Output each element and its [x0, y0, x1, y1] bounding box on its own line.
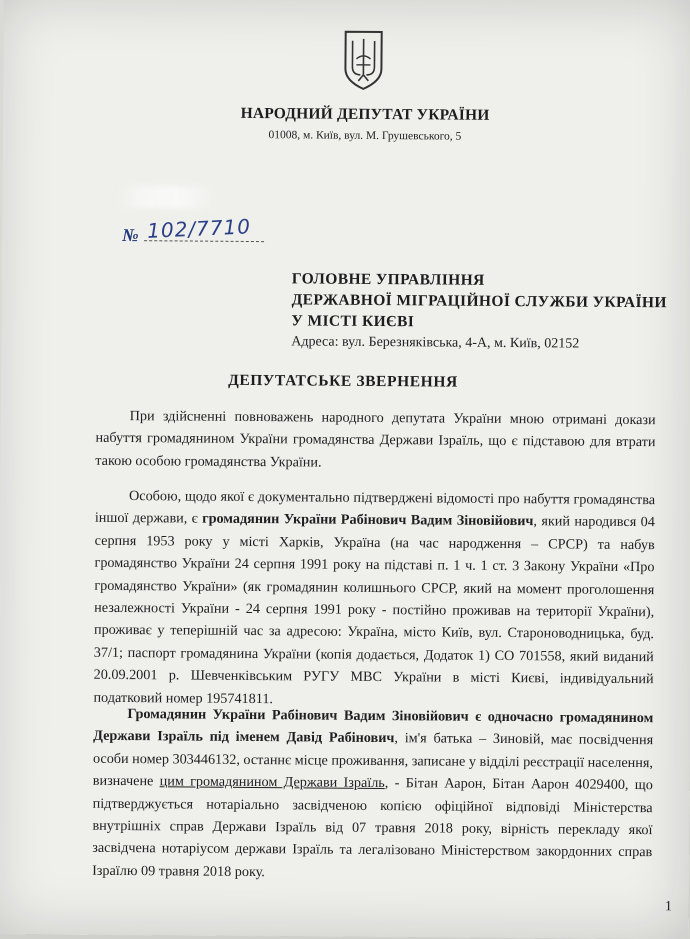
paragraph-1	[95, 405, 656, 477]
recipient-line-2: ДЕРЖАВНОЇ МІГРАЦІЙНОЇ СЛУЖБИ УКРАЇНИ	[291, 291, 667, 312]
paragraph-2	[93, 485, 655, 713]
page-number: 1	[664, 899, 672, 915]
outgoing-number-prefix: №	[122, 224, 139, 246]
outgoing-number: 102/7710	[146, 214, 252, 243]
paragraph-2-rest: , який народився 04 серпня 1953 року у місті Харків, Україна (на час народження – СРСР) та набув громадянство України 24 серпня 1991 року на підставі п. 1 ч. 1 ст. 3 Закону України «Про громадянство України» (як громадянин колишнього СРСР, який на момент проголошення незалежності України - 24 серпня 1991 року - постійно проживав на території України), проживає у теперішній час за адресою: Україна, місто Київ, вул. Староноводницька, буд. 37/1; паспорт громадянина України (копія додається, Додаток 1) СО 701558, який виданий 20.09.2001 р. Шевченківським РУГУ МВС України в місті Києві, індивідуальний податковий номер 195741811.	[93, 513, 655, 707]
paragraph-3	[92, 703, 653, 887]
paragraph-2-intro: Особою, щодо якої є документально підтверджені відомості про набуття громадянства іншої держави, є	[94, 488, 656, 528]
document-title: ДЕПУТАТСЬКЕ ЗВЕРНЕННЯ	[228, 371, 458, 391]
sender-title: НАРОДНИЙ ДЕПУТАТ УКРАЇНИ	[240, 104, 490, 124]
recipient-line-1: ГОЛОВНЕ УПРАВЛІННЯ	[291, 270, 485, 289]
redacted-area	[120, 186, 215, 209]
sender-address: 01008, м. Київ, вул. М. Грушевського, 5	[268, 129, 462, 143]
citizen-name-bold: громадянин України Рабінович Вадим Зіновійович	[202, 511, 534, 530]
paragraph-3-mid: , ім'я батька – Зиновій, має посвідчення особи номер 303446132, останнє місце проживання, записане у відділі реєстрації населення, визначене	[92, 730, 654, 790]
paragraph-1-text: При здійсненні повноважень народного депутата України мною отримані докази набуття громадянином України громадянства Держави Ізраїль, що є підставою для втрати такою особою громадянства України.	[95, 408, 656, 471]
paragraph-3-rest: , - Бітан Аарон, Бітан Аарон 4029400, що підтверджується нотаріально засвідченою копією офіційної відповіді Міністерства внутрішніх справ Держави Ізраїль від 07 травня 2018 року, вірність перекладу якої засвідчена нотаріусом держави Ізраїль та легалізовано Міністерством закордонних справ Ізраїлю 09 травня 2018 року.	[92, 775, 653, 880]
trident-crest-icon	[342, 29, 384, 91]
recipient-block	[291, 268, 667, 353]
recipient-address: Адреса: вул. Березняківська, 4-А, м. Київ, 02152	[291, 334, 580, 352]
paper-edge	[0, 0, 4, 914]
recipient-line-3: У МІСТІ КИЄВІ	[291, 312, 415, 331]
paragraph-3-bold: Громадянин України Рабінович Вадим Зіновійович є одночасно громадянином Держави Ізраїль під іменем Давід Рабінович	[93, 706, 654, 747]
paragraph-3-underlined: цим громадянином Держави Ізраїль	[159, 773, 385, 792]
